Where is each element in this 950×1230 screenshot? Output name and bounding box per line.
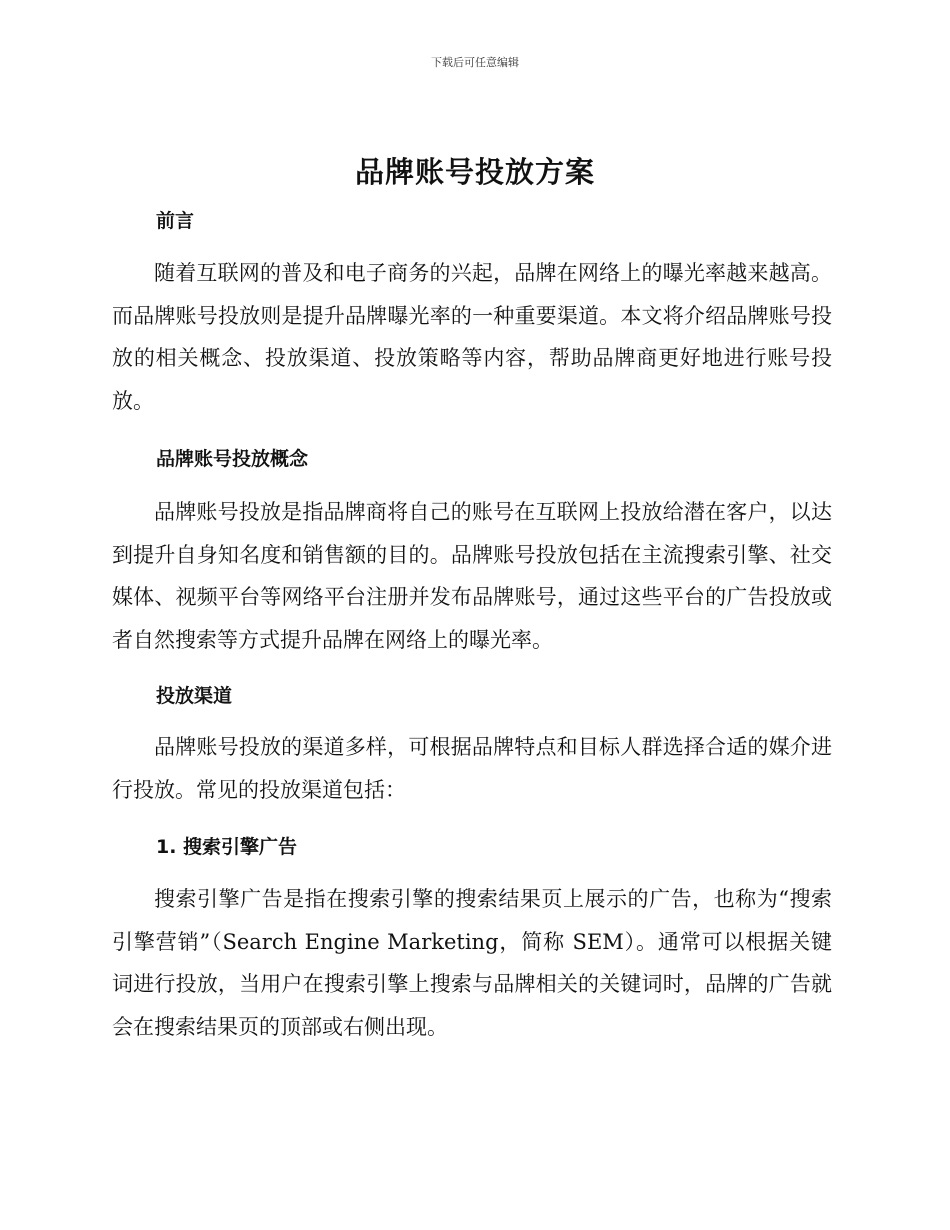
- section-paragraph-search-ads: 搜索引擎广告是指在搜索引擎的搜索结果页上展示的广告，也称为“搜索引擎营销”（Search Engine Marketing，简称 SEM）。通常可以根据关键词进行投放，当用户在搜索引擎上搜索与品牌相关的关键词时，品牌的广告就会在搜索结果页的顶部或右侧出现。: [112, 887, 832, 1039]
- section-heading-concept: 品牌账号投放概念: [156, 448, 309, 470]
- document-title: 品牌账号投放方案: [354, 155, 595, 189]
- section-paragraph-concept: 品牌账号投放是指品牌商将自己的账号在互联网上投放给潜在客户，以达到提升自身知名度和销售额的目的。品牌账号投放包括在主流搜索引擎、社交媒体、视频平台等网络平台注册并发布品牌账号，通过这些平台的广告投放或者自然搜索等方式提升品牌在网络上的曝光率。: [112, 500, 832, 652]
- section-paragraph-channels: 品牌账号投放的渠道多样，可根据品牌特点和目标人群选择合适的媒介进行投放。常见的投放渠道包括：: [112, 735, 832, 802]
- section-heading-channels: 投放渠道: [156, 685, 233, 707]
- page-header-note: 下载后可任意编辑: [431, 56, 519, 69]
- section-paragraph-preface: 随着互联网的普及和电子商务的兴起，品牌在网络上的曝光率越来越高。而品牌账号投放则是提升品牌曝光率的一种重要渠道。本文将介绍品牌账号投放的相关概念、投放渠道、投放策略等内容，帮助品牌商更好地进行账号投放。: [112, 261, 832, 413]
- section-heading-search-ads: 1. 搜索引擎广告: [156, 836, 298, 858]
- section-heading-preface: 前言: [156, 210, 195, 232]
